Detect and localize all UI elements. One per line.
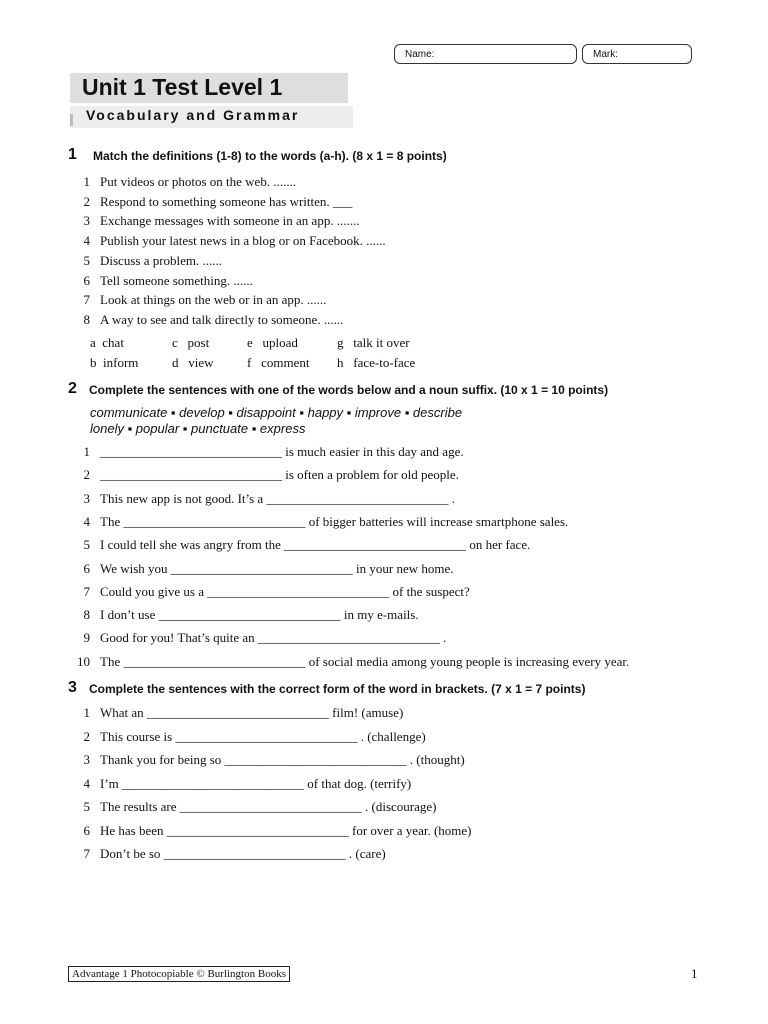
question-item	[74, 654, 629, 670]
question-item	[74, 253, 222, 269]
subtitle-marker	[70, 114, 73, 126]
question-number: 4	[83, 775, 90, 791]
option-e: e upload	[247, 335, 298, 350]
question-number: 2	[83, 467, 90, 483]
option-b: b inform	[90, 355, 139, 370]
section-3-number: 3	[68, 679, 77, 696]
mark-field[interactable]	[582, 44, 692, 64]
question-text: What an ____________________________ film! (amuse)	[100, 705, 404, 720]
question-text: Thank you for being so ____________________________ . (thought)	[100, 752, 465, 767]
question-number: 7	[83, 846, 90, 861]
question-number: 9	[83, 630, 90, 646]
question-text: This new app is not good. It’s a ____________________________ .	[100, 490, 455, 506]
question-item	[74, 213, 360, 229]
question-number: 6	[83, 822, 90, 838]
section-2-number: 2	[68, 380, 77, 397]
question-item	[74, 491, 455, 507]
question-text: ____________________________ is often a problem for old people.	[100, 467, 459, 483]
question-item	[74, 273, 253, 289]
question-item	[74, 233, 386, 249]
name-label: Name:	[405, 49, 435, 60]
option-g: g talk it over	[337, 335, 410, 350]
question-number: 6	[83, 272, 90, 288]
option-d: d view	[172, 355, 214, 370]
question-item	[74, 630, 446, 646]
question-text: I could tell she was angry from the ____________________________ on her face.	[100, 537, 531, 553]
question-item	[74, 607, 419, 623]
question-item	[74, 729, 426, 745]
question-text: Publish your latest news in a blog or on Facebook. ......	[100, 233, 386, 249]
question-number: 3	[83, 213, 90, 229]
question-number: 8	[83, 607, 90, 623]
question-item	[74, 467, 459, 483]
question-text: Look at things on the web or in an app. ......	[100, 292, 327, 308]
question-item	[74, 752, 465, 768]
question-text: Could you give us a ____________________________ of the suspect?	[100, 583, 470, 599]
option-c: c post	[172, 335, 210, 350]
question-number: 3	[83, 490, 90, 506]
question-number: 10	[77, 653, 90, 669]
question-item	[74, 537, 530, 553]
question-text: Discuss a problem. ......	[100, 252, 223, 268]
section-1-heading: Match the definitions (1-8) to the words (a-h). (8 x 1 = 8 points)	[93, 149, 447, 163]
option-a: a chat	[90, 335, 124, 350]
mark-label: Mark:	[593, 49, 618, 60]
question-text: Don’t be so ____________________________ . (care)	[100, 846, 386, 861]
question-item	[74, 776, 411, 792]
page-subtitle: Vocabulary and Grammar	[86, 107, 300, 123]
question-text: The results are ____________________________ . (discourage)	[100, 799, 437, 814]
question-number: 4	[83, 513, 90, 529]
footer-copyright: Advantage 1 Photocopiable © Burlington Books	[68, 966, 290, 982]
question-item	[74, 705, 403, 721]
wordbank-line-1: communicate ▪ develop ▪ disappoint ▪ happy ▪ improve ▪ describe	[90, 405, 463, 420]
question-number: 1	[83, 705, 90, 720]
question-text: He has been ____________________________ for over a year. (home)	[100, 822, 472, 838]
question-item	[74, 444, 464, 460]
question-number: 5	[83, 252, 90, 268]
question-number: 8	[83, 311, 90, 327]
question-text: The ____________________________ of bigger batteries will increase smartphone sales.	[100, 513, 569, 529]
option-f: f comment	[247, 355, 310, 370]
question-text: Tell someone something. ......	[100, 272, 253, 288]
question-number: 1	[83, 174, 90, 189]
wordbank-line-2: lonely ▪ popular ▪ punctuate ▪ express	[90, 421, 306, 436]
question-item	[74, 846, 386, 862]
question-item	[74, 312, 343, 328]
section-3-heading: Complete the sentences with the correct form of the word in brackets. (7 x 1 = 7 points)	[89, 682, 586, 696]
question-number: 2	[83, 728, 90, 744]
option-h: h face-to-face	[337, 355, 416, 370]
question-number: 6	[83, 560, 90, 576]
question-number: 3	[83, 752, 90, 767]
question-item	[74, 194, 352, 210]
question-number: 2	[83, 193, 90, 209]
question-text: Good for you! That’s quite an ____________________________ .	[100, 630, 447, 646]
question-item	[74, 174, 296, 190]
question-text: Respond to something someone has written. ___	[100, 193, 353, 209]
question-item	[74, 584, 470, 600]
question-text: ____________________________ is much easier in this day and age.	[100, 444, 464, 459]
question-item	[74, 514, 568, 530]
question-item	[74, 561, 454, 577]
question-text: The ____________________________ of social media among young people is increasing every year.	[100, 653, 630, 669]
page-number: 1	[691, 966, 698, 981]
section-2-heading: Complete the sentences with one of the words below and a noun suffix. (10 x 1 = 10 points)	[89, 383, 609, 397]
question-item	[74, 799, 437, 815]
question-number: 1	[83, 444, 90, 459]
question-text: We wish you ____________________________ in your new home.	[100, 560, 454, 576]
question-item	[74, 292, 326, 308]
section-1-number: 1	[68, 146, 77, 163]
question-item	[74, 823, 472, 839]
question-number: 4	[83, 233, 90, 249]
question-number: 7	[83, 292, 90, 308]
question-text: This course is ____________________________ . (challenge)	[100, 728, 426, 744]
question-text: I’m ____________________________ of that dog. (terrify)	[100, 775, 412, 791]
page-title: Unit 1 Test Level 1	[82, 74, 283, 100]
question-text: Put videos or photos on the web. .......	[100, 174, 297, 189]
question-number: 5	[83, 799, 90, 814]
question-text: Exchange messages with someone in an app. .......	[100, 213, 360, 229]
question-number: 7	[83, 583, 90, 599]
question-text: A way to see and talk directly to someone. ......	[100, 311, 344, 327]
name-field[interactable]	[394, 44, 577, 64]
question-number: 5	[83, 537, 90, 553]
question-text: I don’t use ____________________________ in my e-mails.	[100, 607, 419, 623]
